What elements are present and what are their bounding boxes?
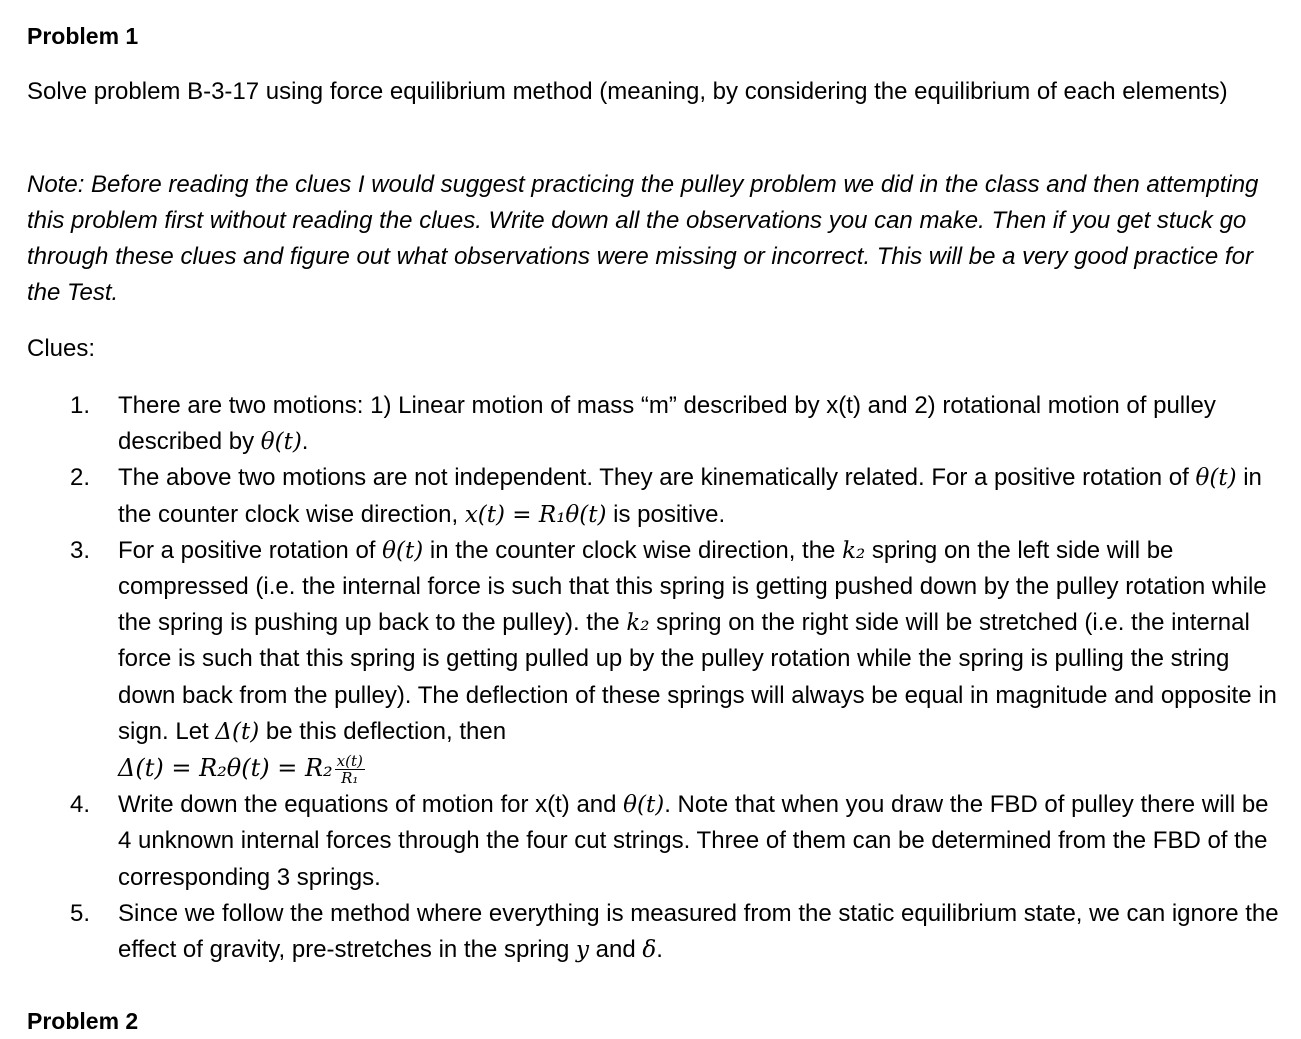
clues-list	[70, 388, 1280, 968]
clue-number: 2.	[70, 464, 91, 492]
clue-item	[70, 896, 1280, 968]
clue-text: is positive.	[606, 500, 726, 528]
math-delta: Δ(t)	[215, 718, 260, 745]
problem-title: Problem 1	[27, 23, 139, 49]
clue-text: be this deflection, then	[259, 717, 507, 745]
clue-text: Write down the equations of motion for x(t) and	[118, 791, 624, 819]
math-theta: θ(t)	[382, 537, 424, 564]
clue-number: 1.	[70, 392, 91, 419]
clue-text: For a positive rotation of	[118, 536, 383, 564]
clue-text: There are two motions: 1) Linear motion of mass “m” described by x(t) and 2) rotational motion of pulley described by	[118, 392, 1216, 456]
clues-heading: Clues:	[27, 335, 96, 362]
clue-number: 4.	[70, 791, 91, 819]
clue-text: Since we follow the method where everything is measured from the static equilibrium state, we can ignore the effect of gravity, pre-stretches in the spring	[118, 899, 1279, 964]
math-y: y	[576, 937, 589, 964]
next-problem-heading: Problem 2	[27, 1008, 139, 1034]
problem-intro: Solve problem B-3-17 using force equilibrium method (meaning, by considering the equilibrium of each elements)	[27, 78, 1228, 105]
clue-number: 5.	[70, 899, 91, 927]
math-kinematic-relation: x(t) = R₁θ(t)	[464, 501, 607, 528]
fraction-denominator: R₁	[341, 769, 359, 788]
clue-text: .	[301, 428, 309, 456]
note-paragraph: Note: Before reading the clues I would suggest practicing the pulley problem we did in the class and then attempting this problem first without reading the clues. Write down all the observations you can make. Then if you get stuck go through these clues and figure out what observations were missing or incorrect. This will be a very good practice for the Test.	[27, 171, 1259, 306]
math-k2: k₂	[842, 537, 866, 564]
math-theta: θ(t)	[1195, 465, 1237, 492]
deflection-equation	[118, 752, 365, 788]
clue-item	[70, 388, 1280, 460]
clue-item	[70, 787, 1280, 896]
clue-number: 3.	[70, 536, 91, 564]
equation-lhs: Δ(t) = R₂θ(t) = R₂	[118, 754, 333, 783]
clue-item	[70, 533, 1280, 787]
clue-text: in the counter clock wise direction, the	[423, 536, 843, 564]
math-theta: θ(t)	[623, 792, 665, 819]
clue-text: and	[589, 936, 643, 964]
fraction-numerator: x(t)	[336, 752, 363, 771]
clue-text: spring on the left side will be compressed (i.e. the internal force is such that this spring is getting pushed down by the pulley rotation while the spring is pushing up back to the pulley). the	[118, 536, 1267, 637]
math-k2: k₂	[626, 610, 650, 637]
clue-text: The above two motions are not independent. They are kinematically related. For a positive rotation of	[118, 464, 1196, 492]
clue-text: . Note that when you draw the FBD of pulley there will be 4 unknown internal forces through the four cut strings. Three of them can be determined from the FBD of the corresponding 3 springs.	[118, 791, 1269, 891]
clue-item	[70, 460, 1280, 532]
equation-fraction	[335, 753, 365, 786]
clue-text: in the counter clock wise direction,	[118, 464, 1262, 528]
clue-text: .	[656, 936, 663, 964]
clue-text: spring on the right side will be stretched (i.e. the internal force is such that this spring is getting pulled up by the pulley rotation while the spring is pulling the string down back from the pulley). The deflection of these springs will always be equal in magnitude and opposite in sign. Let	[118, 609, 1277, 745]
math-theta: θ(t)	[260, 429, 302, 456]
math-delta-small: δ	[642, 937, 657, 964]
